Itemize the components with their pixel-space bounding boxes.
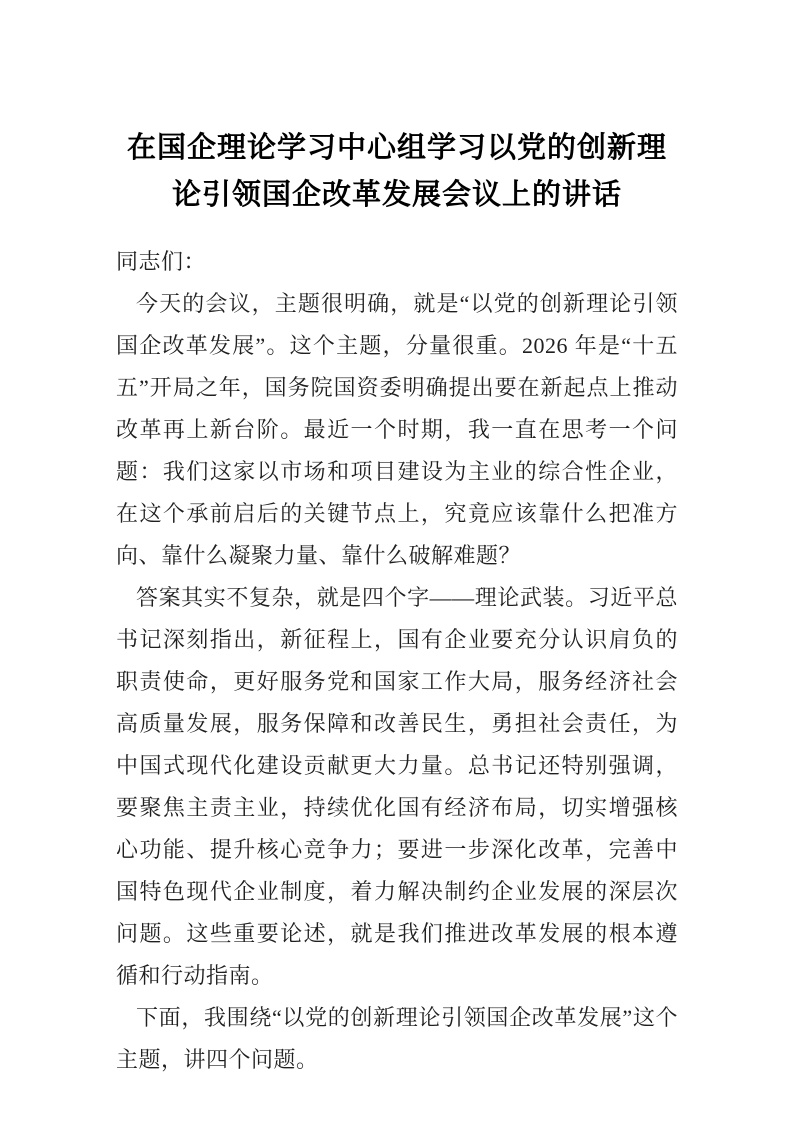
paragraph-2: 答案其实不复杂，就是四个字——理论武装。习近平总书记深刻指出，新征程上，国有企业要充分认识肩负的职责使命，更好服务党和国家工作大局，服务经济社会高质量发展，服务保障和改善民生，勇担社会责任，为中国式现代化建设贡献更大力量。总书记还特别强调，要聚焦主责主业，持续优化国有经济布局，切实增强核心功能、提升核心竞争力；要进一步深化改革，完善中国特色现代企业制度，着力解决制约企业发展的深层次问题。这些重要论述，就是我们推进改革发展的根本遵循和行动指南。 [116,585,678,988]
salutation-paragraph: 同志们： [116,249,207,274]
document-title: 在国企理论学习中心组学习以党的创新理论引领国企改革发展会议上的讲话 [126,132,667,211]
paragraph-1: 今天的会议，主题很明确，就是“以党的创新理论引领国企改革发展”。这个主题，分量很重。2026 年是“十五五”开局之年，国务院国资委明确提出要在新起点上推动改革再上新台阶。最近一个时期，我一直在思考一个问题：我们这家以市场和项目建设为主业的综合性企业，在这个承前启后的关键节点上，究竟应该靠什么把准方向、靠什么凝聚力量、靠什么破解难题？ [116,291,678,568]
paragraph-3: 下面，我围绕“以党的创新理论引领国企改革发展”这个主题，讲四个问题。 [116,1005,678,1072]
document-body [116,241,678,1081]
